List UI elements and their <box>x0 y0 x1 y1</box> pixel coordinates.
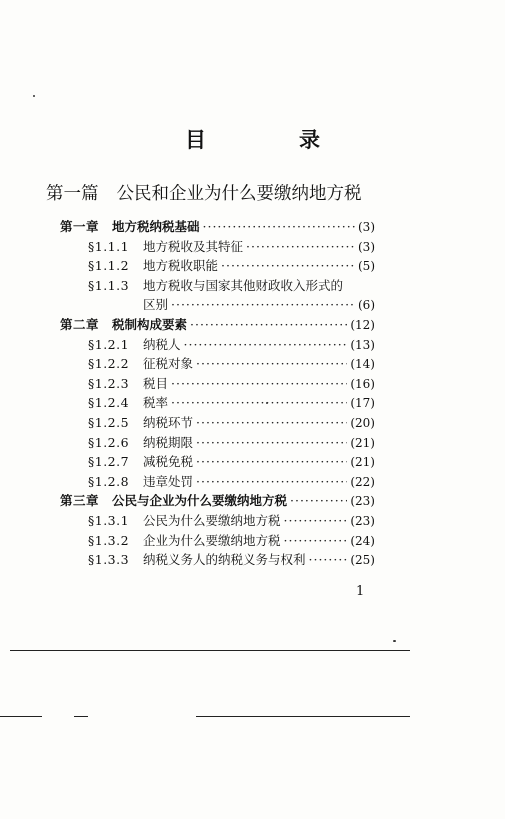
toc-entry-number: 第二章 <box>60 317 100 332</box>
toc-entry-number: 第三章 <box>60 493 100 509</box>
toc-section-row <box>88 394 375 412</box>
dot-leader <box>190 316 347 334</box>
scan-speck <box>266 402 268 404</box>
toc-entry-page: (14) <box>350 357 375 372</box>
toc-section-row <box>88 277 375 295</box>
toc-entry-number: §1.2.5 <box>88 415 130 430</box>
toc-entry-title: 纳税义务人的纳税义务与权利 <box>143 552 306 568</box>
scan-rule <box>74 716 88 717</box>
toc-section-row <box>88 238 375 256</box>
dot-leader <box>284 532 348 550</box>
toc-entry-title: 公民为什么要缴纳地方税 <box>143 513 281 528</box>
page-number: 1 <box>356 584 365 599</box>
toc-entry-title: 税制构成要素 <box>112 317 188 332</box>
toc-section-row <box>88 355 375 373</box>
part-title: 公民和企业为什么要缴纳地方税 <box>116 184 362 204</box>
toc-entry-number: §1.2.2 <box>88 356 130 372</box>
dot-leader <box>246 238 355 256</box>
toc-entry-page: (16) <box>350 376 375 391</box>
dot-leader <box>171 394 347 412</box>
toc-entry-title: 税目 <box>143 375 169 391</box>
toc-entry-number: §1.1.3 <box>88 277 130 293</box>
toc-entry-number: §1.1.1 <box>88 238 130 254</box>
toc-section-row <box>88 473 375 491</box>
dot-leader <box>290 492 347 510</box>
toc-entry-title: 区别 <box>143 297 169 313</box>
toc-entry-title: 地方税收职能 <box>143 258 219 274</box>
toc-section-row <box>88 551 375 569</box>
toc-entry-title: 减税免税 <box>143 454 194 470</box>
toc-section-row <box>88 434 375 452</box>
toc-entry-number: §1.1.2 <box>88 258 130 274</box>
toc-entry-number: §1.3.1 <box>88 513 130 528</box>
toc-entry-title: 地方税收及其特征 <box>143 238 244 254</box>
toc-section-row <box>88 257 375 275</box>
dot-leader <box>196 434 347 452</box>
toc-chapter-row <box>60 316 375 334</box>
dot-leader <box>284 512 348 530</box>
toc-section-row <box>88 512 375 530</box>
part-heading <box>46 180 362 205</box>
scan-rule <box>196 716 410 717</box>
toc-entry-title: 地方税收与国家其他财政收入形式的 <box>143 277 344 293</box>
toc-entry-number: §1.2.8 <box>88 473 130 489</box>
dot-leader <box>221 257 355 275</box>
toc-entry-page: (21) <box>350 435 375 450</box>
toc-entry-number: §1.3.2 <box>88 532 130 548</box>
toc-entry-title: 公民与企业为什么要缴纳地方税 <box>112 493 288 509</box>
toc-entry-page: (23) <box>350 514 375 528</box>
page-title: 目 录 <box>185 127 356 152</box>
scan-speck <box>393 640 396 642</box>
part-label: 第一篇 <box>46 184 99 204</box>
toc-entry-title: 企业为什么要缴纳地方税 <box>143 532 281 548</box>
toc-entry-number: §1.2.6 <box>88 434 130 450</box>
toc-entry-page: (17) <box>350 396 375 411</box>
dot-leader <box>203 218 355 236</box>
dot-leader <box>309 551 348 569</box>
toc-entry-number: 第一章 <box>60 219 100 234</box>
toc-entry-title: 违章处罚 <box>143 473 194 489</box>
toc-entry-title: 地方税纳税基础 <box>112 219 200 234</box>
toc-entry-page: (3) <box>358 239 375 254</box>
toc-entry-number: §1.2.3 <box>88 375 130 391</box>
dot-leader <box>196 355 347 373</box>
toc-entry-page: (20) <box>350 416 375 430</box>
dot-leader <box>171 296 355 314</box>
toc-section-row <box>88 532 375 550</box>
scan-speck <box>33 95 35 97</box>
toc-entry-page: (23) <box>350 494 375 509</box>
toc-entry-page: (3) <box>358 220 375 234</box>
dot-leader <box>171 375 347 393</box>
toc-entry-number: §1.2.7 <box>88 454 130 470</box>
dot-leader <box>184 336 348 354</box>
toc-section-row <box>143 296 375 314</box>
toc-entry-page: (5) <box>358 259 375 274</box>
scan-rule <box>10 650 410 651</box>
toc-entry-page: (25) <box>350 553 375 568</box>
toc-entry-page: (22) <box>350 474 375 489</box>
toc-entry-page: (13) <box>350 337 375 352</box>
toc-entry-title: 纳税人 <box>143 336 181 352</box>
toc-section-row <box>88 375 375 393</box>
toc-section-row <box>88 453 375 471</box>
toc-entry-title: 征税对象 <box>143 356 194 372</box>
toc-entry-page: (21) <box>350 455 375 470</box>
toc-entry-number: §1.2.1 <box>88 336 130 352</box>
toc-entry-number: §1.2.4 <box>88 395 130 411</box>
scan-rule <box>0 716 42 717</box>
toc-entry-page: (12) <box>350 318 375 332</box>
toc-chapter-row <box>60 492 375 510</box>
dot-leader <box>196 473 347 491</box>
toc-entry-title: 纳税期限 <box>143 434 194 450</box>
dot-leader <box>196 453 347 471</box>
toc-entry-page: (24) <box>350 533 375 548</box>
toc-entry-title: 税率 <box>143 395 169 411</box>
toc-section-row <box>88 336 375 354</box>
dot-leader <box>196 414 347 432</box>
toc-entry-number: §1.3.3 <box>88 552 130 568</box>
toc-chapter-row <box>60 218 375 236</box>
toc-entry-page: (6) <box>358 298 375 313</box>
toc-section-row <box>88 414 375 432</box>
toc-entry-title: 纳税环节 <box>143 415 194 430</box>
